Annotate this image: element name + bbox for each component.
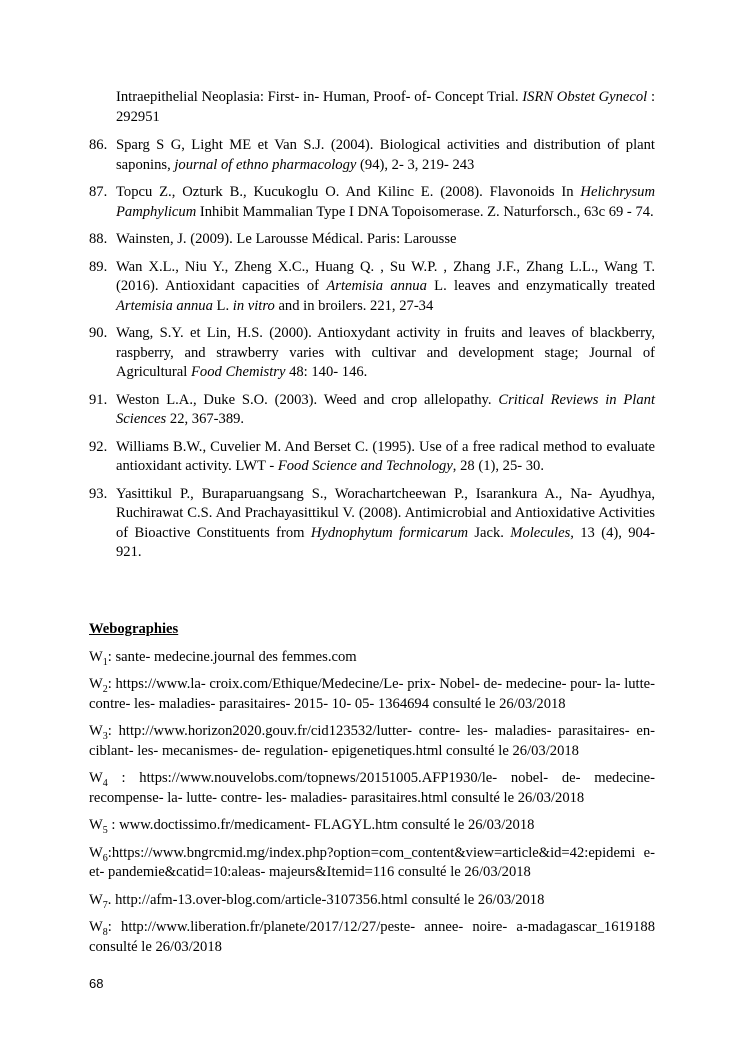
webography-item: $W_6:https://www.bngrcmid.mg/index.php?option=com\_content\&view=article\&id=42:epidemi$ e-et- pandemie&catid=10:aleas- majeurs&Itemid=116 consulté le 26/03/2018 (89, 844, 655, 880)
ref-text: Wang, S.Y. et Lin, H.S. (2000). Antioxydant activity in fruits and leaves of blackberry, raspberry, and strawberry varies with cultivar and development stage; Journal of Agricultural Food Chemistry 48: 140- 146. (116, 325, 655, 380)
ref-number: 88. (89, 231, 108, 247)
ref-number: 93. (89, 485, 108, 502)
reference-continuation (89, 88, 655, 127)
ref-text: : 292951 (116, 89, 655, 125)
reference-90 (89, 324, 655, 383)
ref-text: Topcu Z., Ozturk B., Kucukoglu O. And Kilinc E. (2008). Flavonoids In Helichrysum Pamphylicum Inhibit Mammalian Type I DNA Topoisomerase. Z. Naturforsch., 63c 69 - 74. (116, 184, 655, 220)
webography-item: $W_4$ : https://www.nouvelobs.com/topnews/20151005.AFP1930/le- nobel- de- medecine- recompense- la- lutte- contre- les- maladies- parasitaires.html consulté le 26/03/2018 (89, 770, 655, 806)
reference-86 (89, 136, 655, 175)
ref-text: Yasittikul P., Buraparuangsang S., Worachartcheewan P., Isarankura A., Na- Ayudhya, Ruchirawat C.S. And Prachayasittikul V. (2008). Antimicrobial and Antioxidative Activities of Bioactive Constituents from Hydnophytum formicarum Jack. Molecules, 13 (4), 904- 921. (116, 485, 655, 560)
reference-87 (89, 183, 655, 222)
webography-item: $W_8$: http://www.liberation.fr/planete/2017/12/27/peste- annee- noire- a-madagascar_1619188 consulté le 26/03/2018 (89, 919, 655, 955)
ref-number: 92. (89, 438, 108, 455)
ref-text: Wan X.L., Niu Y., Zheng X.C., Huang Q. , Su W.P. , Zhang J.F., Zhang L.L., Wang T. (2016). Antioxidant capacities of Artemisia annua L. leaves and enzymatically treated Artemisia annua L. in vitro and in broilers. 221, 27-34 (116, 258, 655, 314)
webography-item: $W_7$. http://afm-13.over-blog.com/article-3107356.html consulté le 26/03/2018 (89, 891, 545, 911)
ref-text: Intraepithelial Neoplasia: First- in- Human, Proof- of- Concept Trial. (116, 89, 523, 105)
page-number: 68 (89, 976, 104, 991)
reference-88 (89, 230, 655, 250)
webography-item: $W_2$: https://www.la- croix.com/Ethique/Medecine/Le- prix- Nobel- de- medecine- pour- la- lutte- contre- les- maladies- parasitaires- 2015- 10- 05- 1364694 consulté le 26/03/2018 (89, 676, 655, 712)
ref-text: Weston L.A., Duke S.O. (2003). Weed and crop allelopathy. Critical Reviews in Plant Sciences 22, 367-389. (116, 391, 655, 427)
ref-journal: ISRN Obstet Gynecol (522, 89, 648, 105)
reference-93 (89, 485, 655, 563)
ref-number: 87. (89, 184, 108, 200)
webographies-section (89, 620, 655, 965)
reference-list (89, 88, 655, 571)
ref-text: Wainsten, J. (2009). Le Larousse Médical. Paris: Larousse (116, 231, 457, 247)
ref-text: Williams B.W., Cuvelier M. And Berset C. (1995). Use of a free radical method to evaluate antioxidant activity. LWT - Food Science and Technology, 28 (1), 25- 30. (116, 438, 655, 474)
ref-number: 89. (89, 258, 108, 275)
reference-89 (89, 258, 655, 317)
webography-item: $W_1$: sante- medecine.journal des femmes.com (89, 648, 357, 668)
section-title: Webographies (89, 621, 179, 637)
reference-91 (89, 391, 655, 430)
webography-item: $W_5$ : www.doctissimo.fr/medicament- FLAGYL.htm consulté le 26/03/2018 (89, 817, 535, 836)
ref-number: 86. (89, 137, 108, 153)
ref-number: 90. (89, 325, 108, 341)
webography-item: $W_3$: http://www.horizon2020.gouv.fr/cid123532/lutter- contre- les- maladies- parasitaires- en- ciblant- les- mecanismes- de- regulation- epigenetiques.html consulté le 26/03/2018 (89, 723, 655, 759)
ref-text: Sparg S G, Light ME et Van S.J. (2004). Biological activities and distribution of plant saponins, journal of ethno pharmacology (94), 2- 3, 219- 243 (116, 137, 655, 173)
ref-number: 91. (89, 391, 108, 408)
reference-92 (89, 438, 655, 477)
